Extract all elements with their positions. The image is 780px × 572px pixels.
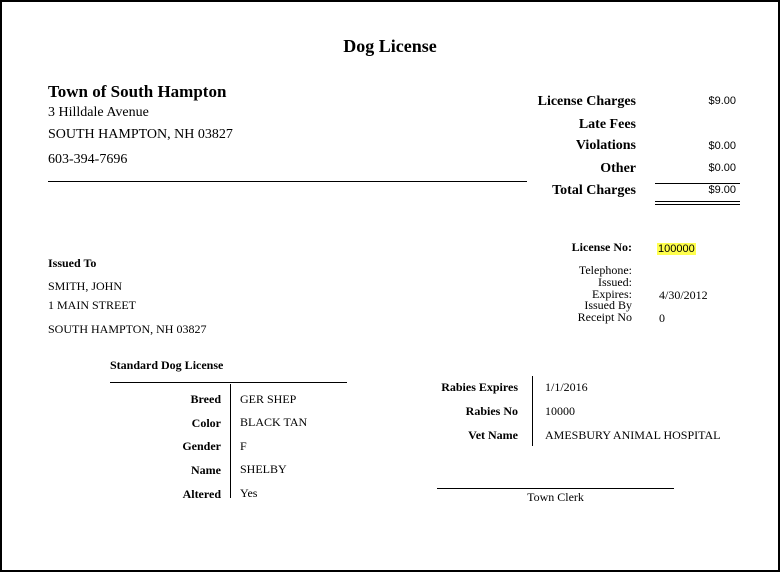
breed-value: GER SHEP (240, 392, 297, 406)
town-city-line: SOUTH HAMPTON, NH 03827 (48, 127, 233, 142)
town-clerk-label: Town Clerk (527, 490, 584, 504)
rabies-no-label: Rabies No (465, 404, 518, 418)
signature-line (437, 488, 674, 489)
dog-section-rule (110, 382, 347, 383)
violations-label: Violations (575, 138, 636, 153)
town-divider (48, 181, 527, 182)
license-no-value: 100000 (658, 243, 695, 255)
gender-value: F (240, 439, 247, 453)
altered-value: Yes (240, 486, 258, 500)
owner-name: SMITH, JOHN (48, 279, 123, 293)
name-label: Name (191, 463, 221, 477)
gender-label: Gender (182, 439, 221, 453)
rabies-expires-label: Rabies Expires (441, 380, 518, 394)
rabies-expires-value: 1/1/2016 (545, 380, 588, 394)
name-value: SHELBY (240, 462, 287, 476)
owner-street: 1 MAIN STREET (48, 298, 136, 312)
other-value: $0.00 (708, 162, 736, 174)
town-name: Town of South Hampton (48, 82, 227, 101)
dog-column-divider (230, 384, 231, 498)
town-phone: 603-394-7696 (48, 152, 128, 167)
issued-by-label: Issued By (584, 298, 632, 312)
color-value: BLACK TAN (240, 415, 308, 429)
total-charges-value: $9.00 (708, 184, 736, 196)
late-fees-label: Late Fees (578, 117, 636, 132)
receipt-value: 0 (659, 311, 665, 325)
expires-label: Expires: (592, 287, 632, 301)
dog-section-title: Standard Dog License (110, 358, 224, 372)
receipt-label: Receipt No (577, 310, 632, 324)
license-charges-label: License Charges (537, 94, 636, 109)
violations-value: $0.00 (708, 140, 736, 152)
other-label: Other (600, 161, 636, 176)
license-no-label: License No: (571, 240, 632, 254)
color-label: Color (191, 416, 221, 430)
expires-value: 4/30/2012 (659, 288, 708, 302)
total-charges-label: Total Charges (552, 183, 636, 198)
owner-city-line: SOUTH HAMPTON, NH 03827 (48, 322, 207, 336)
town-street: 3 Hilldale Avenue (48, 105, 149, 120)
license-charges-value: $9.00 (708, 95, 736, 107)
document-title: Dog License (343, 36, 437, 56)
issued-label: Issued: (598, 275, 632, 289)
total-double-rule-1 (655, 201, 740, 202)
vet-name-label: Vet Name (468, 428, 518, 442)
issued-to-heading: Issued To (48, 256, 97, 270)
breed-label: Breed (190, 392, 221, 406)
rabies-no-value: 10000 (545, 404, 575, 418)
altered-label: Altered (182, 487, 221, 501)
rabies-column-divider (532, 376, 533, 446)
total-double-rule-2 (655, 204, 740, 205)
vet-name-value: AMESBURY ANIMAL HOSPITAL (545, 428, 721, 442)
telephone-label: Telephone: (578, 263, 632, 277)
